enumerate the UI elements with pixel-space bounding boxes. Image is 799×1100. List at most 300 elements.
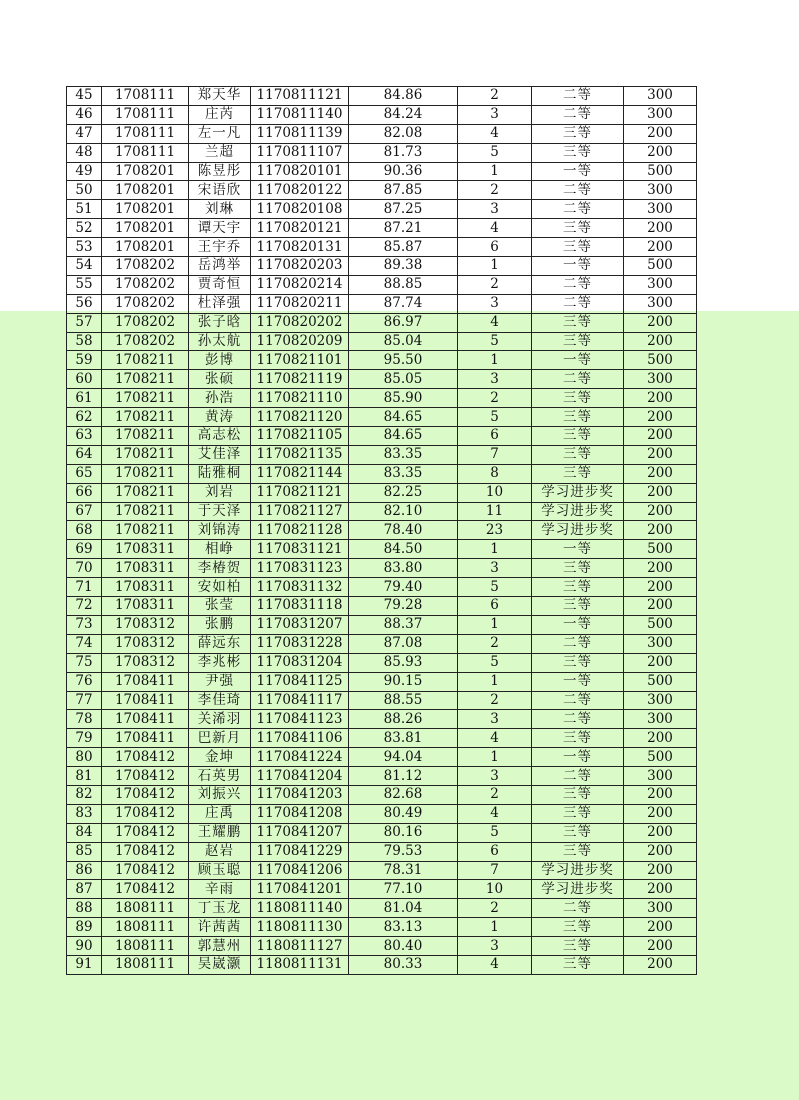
rank-cell: 5 <box>458 332 532 351</box>
name-cell: 辛雨 <box>189 880 251 899</box>
amount-cell: 500 <box>624 615 697 634</box>
table-row <box>67 219 697 238</box>
score-cell: 83.13 <box>349 918 458 937</box>
student-id-cell: 1170820202 <box>251 313 349 332</box>
award-level-cell: 三等 <box>532 937 624 956</box>
name-cell: 丁玉龙 <box>189 899 251 918</box>
amount-cell: 300 <box>624 370 697 389</box>
amount-cell: 200 <box>624 483 697 502</box>
award-level-cell: 三等 <box>532 729 624 748</box>
rank-cell: 1 <box>458 162 532 181</box>
amount-cell: 300 <box>624 767 697 786</box>
award-level-cell: 三等 <box>532 597 624 616</box>
seq-cell: 87 <box>67 880 102 899</box>
award-level-cell: 学习进步奖 <box>532 502 624 521</box>
class-cell: 1708202 <box>102 332 189 351</box>
score-cell: 83.35 <box>349 464 458 483</box>
seq-cell: 73 <box>67 615 102 634</box>
score-cell: 80.33 <box>349 955 458 974</box>
score-cell: 82.68 <box>349 785 458 804</box>
amount-cell: 300 <box>624 105 697 124</box>
student-id-cell: 1170831132 <box>251 578 349 597</box>
class-cell: 1708111 <box>102 124 189 143</box>
student-id-cell: 1170841117 <box>251 691 349 710</box>
student-id-cell: 1170820101 <box>251 162 349 181</box>
table-row <box>67 257 697 276</box>
rank-cell: 5 <box>458 408 532 427</box>
table-row <box>67 483 697 502</box>
table-row <box>67 275 697 294</box>
amount-cell: 200 <box>624 653 697 672</box>
seq-cell: 89 <box>67 918 102 937</box>
table-row <box>67 785 697 804</box>
score-cell: 95.50 <box>349 351 458 370</box>
award-level-cell: 三等 <box>532 313 624 332</box>
name-cell: 王宇乔 <box>189 238 251 257</box>
class-cell: 1708411 <box>102 729 189 748</box>
award-level-cell: 一等 <box>532 615 624 634</box>
score-cell: 84.24 <box>349 105 458 124</box>
student-id-cell: 1170831207 <box>251 615 349 634</box>
seq-cell: 76 <box>67 672 102 691</box>
seq-cell: 63 <box>67 427 102 446</box>
amount-cell: 200 <box>624 143 697 162</box>
name-cell: 庄禹 <box>189 804 251 823</box>
award-level-cell: 二等 <box>532 87 624 106</box>
student-id-cell: 1170821127 <box>251 502 349 521</box>
rank-cell: 3 <box>458 559 532 578</box>
award-level-cell: 学习进步奖 <box>532 880 624 899</box>
seq-cell: 62 <box>67 408 102 427</box>
class-cell: 1708412 <box>102 748 189 767</box>
award-level-cell: 一等 <box>532 748 624 767</box>
seq-cell: 53 <box>67 238 102 257</box>
rank-cell: 4 <box>458 219 532 238</box>
class-cell: 1708311 <box>102 540 189 559</box>
class-cell: 1708411 <box>102 672 189 691</box>
rank-cell: 1 <box>458 351 532 370</box>
student-id-cell: 1180811130 <box>251 918 349 937</box>
amount-cell: 200 <box>624 842 697 861</box>
student-id-cell: 1170831228 <box>251 634 349 653</box>
amount-cell: 200 <box>624 559 697 578</box>
name-cell: 刘振兴 <box>189 785 251 804</box>
name-cell: 关浠羽 <box>189 710 251 729</box>
seq-cell: 72 <box>67 597 102 616</box>
rank-cell: 3 <box>458 710 532 729</box>
table-row <box>67 408 697 427</box>
score-cell: 78.40 <box>349 521 458 540</box>
name-cell: 陆雅桐 <box>189 464 251 483</box>
award-level-cell: 学习进步奖 <box>532 861 624 880</box>
rank-cell: 4 <box>458 804 532 823</box>
class-cell: 1708312 <box>102 634 189 653</box>
class-cell: 1708412 <box>102 785 189 804</box>
amount-cell: 200 <box>624 729 697 748</box>
rank-cell: 3 <box>458 937 532 956</box>
student-id-cell: 1170841206 <box>251 861 349 880</box>
score-cell: 80.49 <box>349 804 458 823</box>
score-cell: 87.85 <box>349 181 458 200</box>
rank-cell: 1 <box>458 748 532 767</box>
score-cell: 84.86 <box>349 87 458 106</box>
rank-cell: 10 <box>458 880 532 899</box>
student-id-cell: 1170821120 <box>251 408 349 427</box>
class-cell: 1708111 <box>102 143 189 162</box>
name-cell: 薛远东 <box>189 634 251 653</box>
class-cell: 1708311 <box>102 597 189 616</box>
amount-cell: 200 <box>624 445 697 464</box>
name-cell: 黄涛 <box>189 408 251 427</box>
class-cell: 1708201 <box>102 200 189 219</box>
seq-cell: 49 <box>67 162 102 181</box>
score-cell: 83.80 <box>349 559 458 578</box>
award-level-cell: 三等 <box>532 408 624 427</box>
class-cell: 1708412 <box>102 880 189 899</box>
student-id-cell: 1170841229 <box>251 842 349 861</box>
student-id-cell: 1170821101 <box>251 351 349 370</box>
seq-cell: 74 <box>67 634 102 653</box>
student-id-cell: 1170841125 <box>251 672 349 691</box>
amount-cell: 200 <box>624 880 697 899</box>
seq-cell: 47 <box>67 124 102 143</box>
seq-cell: 86 <box>67 861 102 880</box>
score-cell: 82.08 <box>349 124 458 143</box>
score-cell: 87.25 <box>349 200 458 219</box>
name-cell: 宋语欣 <box>189 181 251 200</box>
rank-cell: 7 <box>458 445 532 464</box>
award-level-cell: 二等 <box>532 275 624 294</box>
score-cell: 85.04 <box>349 332 458 351</box>
amount-cell: 300 <box>624 275 697 294</box>
award-level-cell: 三等 <box>532 823 624 842</box>
award-level-cell: 三等 <box>532 804 624 823</box>
class-cell: 1808111 <box>102 899 189 918</box>
rank-cell: 2 <box>458 899 532 918</box>
name-cell: 安如柏 <box>189 578 251 597</box>
student-id-cell: 1170831204 <box>251 653 349 672</box>
amount-cell: 200 <box>624 918 697 937</box>
rank-cell: 4 <box>458 955 532 974</box>
name-cell: 张硕 <box>189 370 251 389</box>
class-cell: 1708201 <box>102 219 189 238</box>
score-cell: 84.65 <box>349 408 458 427</box>
name-cell: 庄芮 <box>189 105 251 124</box>
score-cell: 80.16 <box>349 823 458 842</box>
seq-cell: 83 <box>67 804 102 823</box>
rank-cell: 1 <box>458 672 532 691</box>
amount-cell: 500 <box>624 257 697 276</box>
class-cell: 1708412 <box>102 823 189 842</box>
table-row <box>67 672 697 691</box>
seq-cell: 77 <box>67 691 102 710</box>
rank-cell: 3 <box>458 370 532 389</box>
rank-cell: 4 <box>458 124 532 143</box>
award-level-cell: 三等 <box>532 219 624 238</box>
student-id-cell: 1170841204 <box>251 767 349 786</box>
table-row <box>67 389 697 408</box>
award-level-cell: 学习进步奖 <box>532 483 624 502</box>
rank-cell: 6 <box>458 597 532 616</box>
name-cell: 张鹏 <box>189 615 251 634</box>
seq-cell: 57 <box>67 313 102 332</box>
table-row <box>67 294 697 313</box>
award-level-cell: 二等 <box>532 294 624 313</box>
seq-cell: 66 <box>67 483 102 502</box>
rank-cell: 1 <box>458 540 532 559</box>
seq-cell: 56 <box>67 294 102 313</box>
table-row <box>67 427 697 446</box>
rank-cell: 1 <box>458 918 532 937</box>
seq-cell: 70 <box>67 559 102 578</box>
scholarship-table <box>66 86 697 975</box>
class-cell: 1708411 <box>102 691 189 710</box>
amount-cell: 500 <box>624 748 697 767</box>
amount-cell: 500 <box>624 540 697 559</box>
seq-cell: 75 <box>67 653 102 672</box>
student-id-cell: 1170841201 <box>251 880 349 899</box>
class-cell: 1708412 <box>102 842 189 861</box>
amount-cell: 200 <box>624 238 697 257</box>
amount-cell: 200 <box>624 313 697 332</box>
award-level-cell: 二等 <box>532 710 624 729</box>
award-level-cell: 三等 <box>532 427 624 446</box>
amount-cell: 200 <box>624 408 697 427</box>
name-cell: 兰超 <box>189 143 251 162</box>
student-id-cell: 1170841203 <box>251 785 349 804</box>
name-cell: 杜泽强 <box>189 294 251 313</box>
rank-cell: 3 <box>458 767 532 786</box>
amount-cell: 300 <box>624 294 697 313</box>
table-body <box>67 87 697 975</box>
score-cell: 85.90 <box>349 389 458 408</box>
table-row <box>67 691 697 710</box>
score-cell: 90.15 <box>349 672 458 691</box>
amount-cell: 200 <box>624 332 697 351</box>
table-row <box>67 804 697 823</box>
amount-cell: 200 <box>624 955 697 974</box>
seq-cell: 46 <box>67 105 102 124</box>
rank-cell: 2 <box>458 691 532 710</box>
score-cell: 82.10 <box>349 502 458 521</box>
student-id-cell: 1170821105 <box>251 427 349 446</box>
seq-cell: 69 <box>67 540 102 559</box>
table-row <box>67 87 697 106</box>
table-row <box>67 634 697 653</box>
table-row <box>67 313 697 332</box>
amount-cell: 200 <box>624 597 697 616</box>
award-level-cell: 三等 <box>532 143 624 162</box>
score-cell: 87.08 <box>349 634 458 653</box>
table-row <box>67 823 697 842</box>
class-cell: 1708211 <box>102 370 189 389</box>
student-id-cell: 1170820209 <box>251 332 349 351</box>
student-id-cell: 1170820121 <box>251 219 349 238</box>
name-cell: 陈昱彤 <box>189 162 251 181</box>
name-cell: 郭慧州 <box>189 937 251 956</box>
seq-cell: 54 <box>67 257 102 276</box>
rank-cell: 4 <box>458 313 532 332</box>
rank-cell: 2 <box>458 634 532 653</box>
score-cell: 81.04 <box>349 899 458 918</box>
student-id-cell: 1170841224 <box>251 748 349 767</box>
seq-cell: 81 <box>67 767 102 786</box>
table-row <box>67 578 697 597</box>
amount-cell: 200 <box>624 804 697 823</box>
seq-cell: 88 <box>67 899 102 918</box>
award-level-cell: 三等 <box>532 559 624 578</box>
amount-cell: 300 <box>624 691 697 710</box>
award-level-cell: 二等 <box>532 634 624 653</box>
rank-cell: 2 <box>458 181 532 200</box>
name-cell: 谭天宇 <box>189 219 251 238</box>
seq-cell: 90 <box>67 937 102 956</box>
seq-cell: 45 <box>67 87 102 106</box>
name-cell: 金坤 <box>189 748 251 767</box>
seq-cell: 59 <box>67 351 102 370</box>
score-cell: 86.97 <box>349 313 458 332</box>
award-level-cell: 三等 <box>532 578 624 597</box>
award-level-cell: 三等 <box>532 653 624 672</box>
amount-cell: 300 <box>624 200 697 219</box>
score-cell: 88.55 <box>349 691 458 710</box>
amount-cell: 200 <box>624 578 697 597</box>
award-level-cell: 二等 <box>532 691 624 710</box>
score-cell: 84.65 <box>349 427 458 446</box>
name-cell: 王耀鹏 <box>189 823 251 842</box>
seq-cell: 60 <box>67 370 102 389</box>
seq-cell: 78 <box>67 710 102 729</box>
score-cell: 87.21 <box>349 219 458 238</box>
table-row <box>67 521 697 540</box>
class-cell: 1808111 <box>102 955 189 974</box>
class-cell: 1708211 <box>102 464 189 483</box>
seq-cell: 91 <box>67 955 102 974</box>
rank-cell: 1 <box>458 257 532 276</box>
class-cell: 1708111 <box>102 87 189 106</box>
seq-cell: 71 <box>67 578 102 597</box>
student-id-cell: 1180811127 <box>251 937 349 956</box>
rank-cell: 11 <box>458 502 532 521</box>
class-cell: 1708211 <box>102 521 189 540</box>
rank-cell: 3 <box>458 200 532 219</box>
student-id-cell: 1180811140 <box>251 899 349 918</box>
rank-cell: 7 <box>458 861 532 880</box>
score-cell: 81.12 <box>349 767 458 786</box>
student-id-cell: 1170841207 <box>251 823 349 842</box>
amount-cell: 500 <box>624 672 697 691</box>
class-cell: 1708202 <box>102 294 189 313</box>
award-level-cell: 一等 <box>532 351 624 370</box>
student-id-cell: 1170831118 <box>251 597 349 616</box>
table-row <box>67 729 697 748</box>
name-cell: 岳鸿举 <box>189 257 251 276</box>
name-cell: 李兆彬 <box>189 653 251 672</box>
seq-cell: 82 <box>67 785 102 804</box>
score-cell: 83.81 <box>349 729 458 748</box>
table-row <box>67 502 697 521</box>
student-id-cell: 1170811107 <box>251 143 349 162</box>
rank-cell: 5 <box>458 823 532 842</box>
score-cell: 83.35 <box>349 445 458 464</box>
score-cell: 88.37 <box>349 615 458 634</box>
amount-cell: 200 <box>624 427 697 446</box>
seq-cell: 68 <box>67 521 102 540</box>
amount-cell: 500 <box>624 351 697 370</box>
name-cell: 左一凡 <box>189 124 251 143</box>
student-id-cell: 1170821135 <box>251 445 349 464</box>
table-row <box>67 370 697 389</box>
award-level-cell: 二等 <box>532 105 624 124</box>
name-cell: 孙太航 <box>189 332 251 351</box>
class-cell: 1708412 <box>102 861 189 880</box>
name-cell: 巴新月 <box>189 729 251 748</box>
table-row <box>67 597 697 616</box>
award-level-cell: 三等 <box>532 955 624 974</box>
rank-cell: 2 <box>458 275 532 294</box>
amount-cell: 200 <box>624 219 697 238</box>
score-cell: 85.87 <box>349 238 458 257</box>
rank-cell: 10 <box>458 483 532 502</box>
class-cell: 1708211 <box>102 445 189 464</box>
class-cell: 1708411 <box>102 710 189 729</box>
class-cell: 1708202 <box>102 313 189 332</box>
rank-cell: 3 <box>458 105 532 124</box>
class-cell: 1708202 <box>102 257 189 276</box>
table-row <box>67 955 697 974</box>
name-cell: 刘琳 <box>189 200 251 219</box>
table-row <box>67 899 697 918</box>
student-id-cell: 1170831121 <box>251 540 349 559</box>
score-cell: 94.04 <box>349 748 458 767</box>
student-id-cell: 1170821119 <box>251 370 349 389</box>
name-cell: 石英男 <box>189 767 251 786</box>
award-level-cell: 一等 <box>532 672 624 691</box>
award-level-cell: 学习进步奖 <box>532 521 624 540</box>
table-row <box>67 351 697 370</box>
amount-cell: 200 <box>624 785 697 804</box>
class-cell: 1708412 <box>102 767 189 786</box>
score-cell: 81.73 <box>349 143 458 162</box>
table-row <box>67 615 697 634</box>
award-level-cell: 三等 <box>532 842 624 861</box>
amount-cell: 200 <box>624 521 697 540</box>
student-id-cell: 1170820131 <box>251 238 349 257</box>
award-level-cell: 三等 <box>532 124 624 143</box>
award-level-cell: 二等 <box>532 200 624 219</box>
seq-cell: 52 <box>67 219 102 238</box>
class-cell: 1708211 <box>102 389 189 408</box>
seq-cell: 58 <box>67 332 102 351</box>
student-id-cell: 1170841106 <box>251 729 349 748</box>
class-cell: 1708211 <box>102 427 189 446</box>
seq-cell: 50 <box>67 181 102 200</box>
class-cell: 1708211 <box>102 483 189 502</box>
class-cell: 1708202 <box>102 275 189 294</box>
score-cell: 79.53 <box>349 842 458 861</box>
name-cell: 尹强 <box>189 672 251 691</box>
class-cell: 1708111 <box>102 105 189 124</box>
award-level-cell: 三等 <box>532 332 624 351</box>
student-id-cell: 1170841123 <box>251 710 349 729</box>
table-row <box>67 445 697 464</box>
score-cell: 80.40 <box>349 937 458 956</box>
student-id-cell: 1170821110 <box>251 389 349 408</box>
student-id-cell: 1170821128 <box>251 521 349 540</box>
student-id-cell: 1170811140 <box>251 105 349 124</box>
student-id-cell: 1170821144 <box>251 464 349 483</box>
amount-cell: 200 <box>624 937 697 956</box>
